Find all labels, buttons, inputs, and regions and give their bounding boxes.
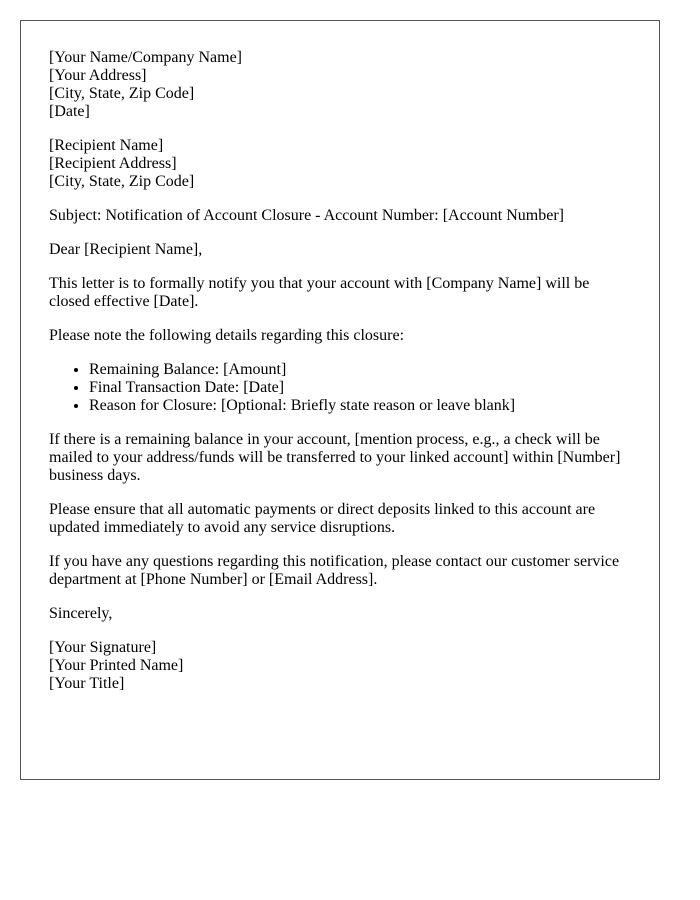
intro-paragraph: This letter is to formally notify you that your account with [Company Name] will be closed effective [Date]. (49, 275, 590, 310)
sender-address: [Your Address] (49, 67, 147, 84)
balance-paragraph: If there is a remaining balance in your account, [mention process, e.g., a check will be mailed to your address/funds will be transferred to your linked account] within [Number] business days. (49, 431, 621, 484)
salutation: Dear [Recipient Name], (49, 241, 203, 258)
payments-paragraph: Please ensure that all automatic payments or direct deposits linked to this account are updated immediately to avoid any service disruptions. (49, 501, 596, 536)
sender-block (49, 49, 631, 121)
recipient-name: [Recipient Name] (49, 137, 164, 154)
list-item: • Reason for Closure: [Optional: Briefly state reason or leave blank] (89, 397, 631, 415)
sender-city: [City, State, Zip Code] (49, 85, 195, 102)
letter-date: [Date] (49, 103, 90, 120)
closing: Sincerely, (49, 605, 113, 622)
contact-paragraph: If you have any questions regarding this notification, please contact our customer service department at [Phone Number] or [Email Address]. (49, 553, 620, 588)
list-item: • Remaining Balance: [Amount] (89, 361, 631, 379)
recipient-address: [Recipient Address] (49, 155, 177, 172)
recipient-city: [City, State, Zip Code] (49, 173, 195, 190)
list-item: • Final Transaction Date: [Date] (89, 379, 631, 397)
letter-page (20, 20, 660, 780)
signature: [Your Signature] (49, 639, 157, 656)
signature-block (49, 639, 631, 693)
printed-name: [Your Printed Name] (49, 657, 184, 674)
subject-line: Subject: Notification of Account Closure - Account Number: [Account Number] (49, 207, 564, 224)
signer-title: [Your Title] (49, 675, 125, 692)
details-list (49, 361, 631, 415)
sender-name: [Your Name/Company Name] (49, 49, 243, 66)
details-lead-paragraph: Please note the following details regarding this closure: (49, 327, 405, 344)
recipient-block (49, 137, 631, 191)
